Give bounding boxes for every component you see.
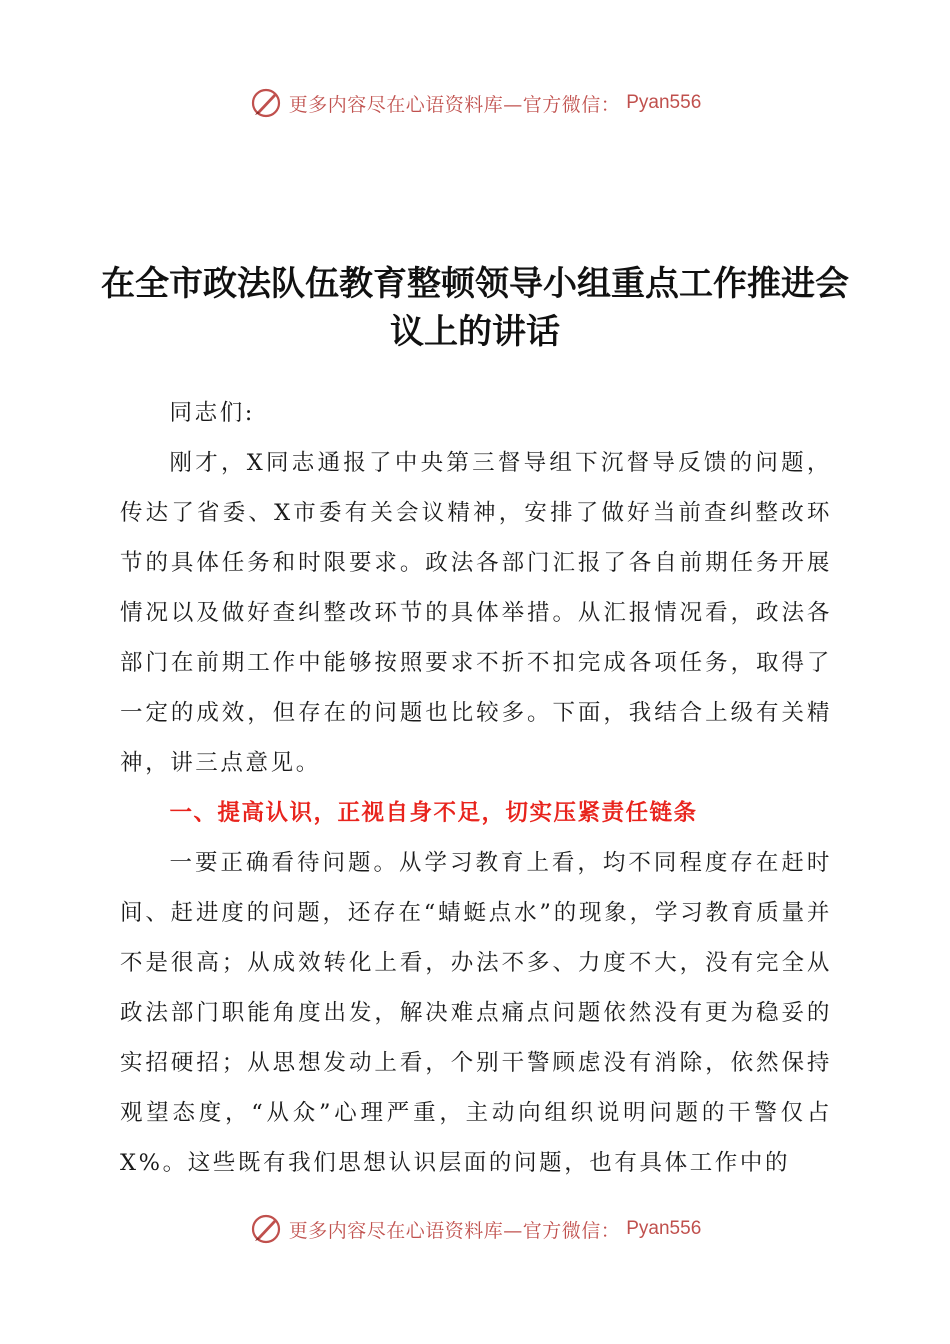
header-watermark	[0, 86, 950, 120]
watermark-text: 更多内容尽在心语资料库—官方微信：	[288, 93, 621, 116]
watermark-text: 更多内容尽在心语资料库—官方微信：	[288, 1219, 621, 1242]
document-title: 在全市政法队伍教育整顿领导小组重点工作推进会议上的讲话	[101, 264, 849, 352]
document-body	[120, 388, 832, 1188]
watermark-account: Pyan556	[626, 92, 702, 113]
watermark-account: Pyan556	[626, 1218, 702, 1239]
pen-logo-icon	[249, 86, 283, 120]
section-paragraph: 一要正确看待问题。从学习教育上看，均不同程度存在赶时间、赶进度的问题，还存在“蜻蜓点水”的现象，学习教育质量并不是很高；从成效转化上看，办法不多、力度不大，没有完全从政法部门职能角度出发，解决难点痛点问题依然没有更为稳妥的实招硬招；从思想发动上看，个别干警顾虑没有消除，依然保持观望态度，“从众”心理严重，主动向组织说明问题的干警仅占X%。这些既有我们思想认识层面的问题，也有具体工作中的	[120, 850, 832, 1176]
paragraph: 刚才，X同志通报了中央第三督导组下沉督导反馈的问题，传达了省委、X市委有关会议精神，安排了做好当前查纠整改环节的具体任务和时限要求。政法各部门汇报了各自前期任务开展情况以及做好查纠整改环节的具体举措。从汇报情况看，政法各部门在前期工作中能够按照要求不折不扣完成各项任务，取得了一定的成效，但存在的问题也比较多。下面，我结合上级有关精神，讲三点意见。	[120, 450, 832, 776]
section-heading: 一、提高认识，正视自身不足，切实压紧责任链条	[169, 800, 698, 826]
footer-watermark	[0, 1212, 950, 1246]
greeting: 同志们:	[169, 400, 255, 426]
pen-logo-icon	[249, 1212, 283, 1246]
